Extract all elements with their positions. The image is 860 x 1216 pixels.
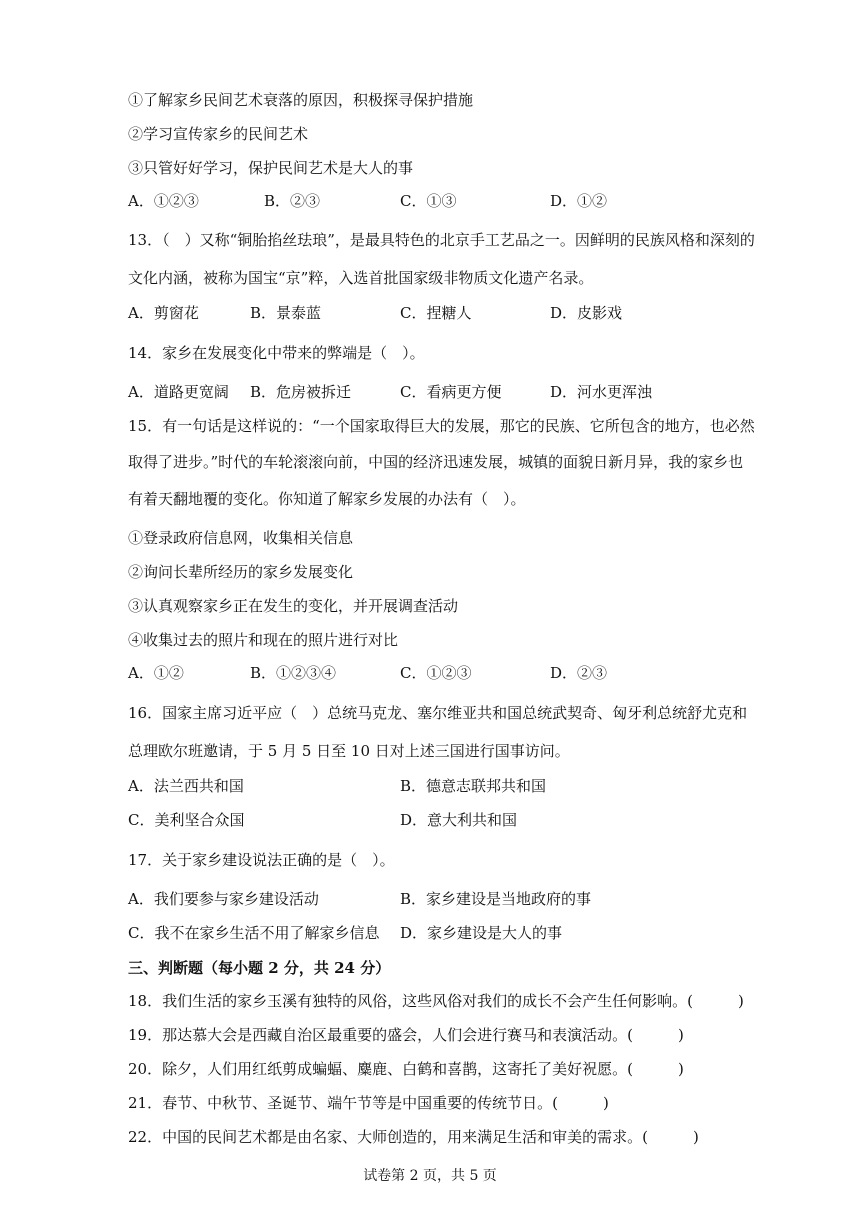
- item-text: ③只管好好学习，保护民间艺术是大人的事: [128, 159, 414, 177]
- option-c[interactable]: C．①③: [400, 192, 457, 210]
- item-text: ②学习宣传家乡的民间艺术: [128, 125, 309, 143]
- section-3-title: 三、判断题（每小题 2 分，共 24 分）: [128, 959, 391, 977]
- option-c[interactable]: C．①②③: [400, 664, 472, 682]
- option-a[interactable]: A．道路更宽阔: [128, 383, 229, 401]
- question-17: 17．关于家乡建设说法正确的是（ ）。: [128, 851, 395, 869]
- option-d[interactable]: D．皮影戏: [550, 304, 623, 322]
- option-b[interactable]: B．②③: [264, 192, 321, 210]
- option-a[interactable]: A．①②③: [128, 192, 199, 210]
- question-16-line1: 16．国家主席习近平应（ ）总统马克龙、塞尔维亚共和国总统武契奇、匈牙利总统舒尤克和: [128, 704, 748, 722]
- option-c[interactable]: C．美利坚合众国: [128, 811, 245, 829]
- judgement-20: 20．除夕，人们用红纸剪成蝙蝠、麋鹿、白鹤和喜鹊，这寄托了美好祝愿。( ): [128, 1060, 684, 1078]
- option-b[interactable]: B．家乡建设是当地政府的事: [400, 890, 592, 908]
- option-b[interactable]: B．景泰蓝: [250, 304, 322, 322]
- page-footer: 试卷第 2 页，共 5 页: [363, 1168, 497, 1184]
- item-text: ①了解家乡民间艺术衰落的原因，积极探寻保护措施: [128, 91, 474, 109]
- option-d[interactable]: D．意大利共和国: [400, 811, 518, 829]
- judgement-19: 19．那达慕大会是西藏自治区最重要的盛会，人们会进行赛马和表演活动。( ): [128, 1026, 684, 1044]
- option-a[interactable]: A．①②: [128, 664, 184, 682]
- item-text: ②询问长辈所经历的家乡发展变化: [128, 563, 354, 581]
- option-a[interactable]: A．法兰西共和国: [128, 777, 244, 795]
- item-text: ③认真观察家乡正在发生的变化，并开展调查活动: [128, 597, 459, 615]
- option-a[interactable]: A．剪窗花: [128, 304, 199, 322]
- question-15-line2: 取得了进步。”时代的车轮滚滚向前，中国的经济迅速发展，城镇的面貌日新月异，我的家乡也: [128, 453, 744, 471]
- option-b[interactable]: B．①②③④: [250, 664, 337, 682]
- judgement-18: 18．我们生活的家乡玉溪有独特的风俗，这些风俗对我们的成长不会产生任何影响。( ): [128, 992, 744, 1010]
- judgement-21: 21．春节、中秋节、圣诞节、端午节等是中国重要的传统节日。( ): [128, 1094, 609, 1112]
- question-16-line2: 总理欧尔班邀请，于 5 月 5 日至 10 日对上述三国进行国事访问。: [128, 742, 570, 760]
- option-c[interactable]: C．捏糖人: [400, 304, 472, 322]
- question-13-line1: 13．（ ）又称“铜胎掐丝珐琅”，是最具特色的北京手工艺品之一。因鲜明的民族风格和深刻的: [128, 231, 755, 249]
- option-d[interactable]: D．②③: [550, 664, 608, 682]
- option-d[interactable]: D．①②: [550, 192, 608, 210]
- option-b[interactable]: B．危房被拆迁: [250, 383, 352, 401]
- question-13-line2: 文化内涵，被称为国宝“京”粹，入选首批国家级非物质文化遗产名录。: [128, 269, 594, 287]
- item-text: ①登录政府信息网，收集相关信息: [128, 529, 354, 547]
- option-c[interactable]: C．我不在家乡生活不用了解家乡信息: [128, 924, 380, 942]
- question-14: 14．家乡在发展变化中带来的弊端是（ ）。: [128, 344, 425, 362]
- item-text: ④收集过去的照片和现在的照片进行对比: [128, 631, 399, 649]
- question-15-line3: 有着天翻地覆的变化。你知道了解家乡发展的办法有（ ）。: [128, 490, 526, 508]
- option-b[interactable]: B．德意志联邦共和国: [400, 777, 547, 795]
- option-d[interactable]: D．河水更浑浊: [550, 383, 653, 401]
- question-15-line1: 15．有一句话是这样说的：“一个国家取得巨大的发展，那它的民族、它所包含的地方，也必然: [128, 417, 755, 435]
- option-d[interactable]: D．家乡建设是大人的事: [400, 924, 563, 942]
- option-c[interactable]: C．看病更方便: [400, 383, 502, 401]
- option-a[interactable]: A．我们要参与家乡建设活动: [128, 890, 319, 908]
- judgement-22: 22．中国的民间艺术都是由名家、大师创造的，用来满足生活和审美的需求。( ): [128, 1128, 699, 1146]
